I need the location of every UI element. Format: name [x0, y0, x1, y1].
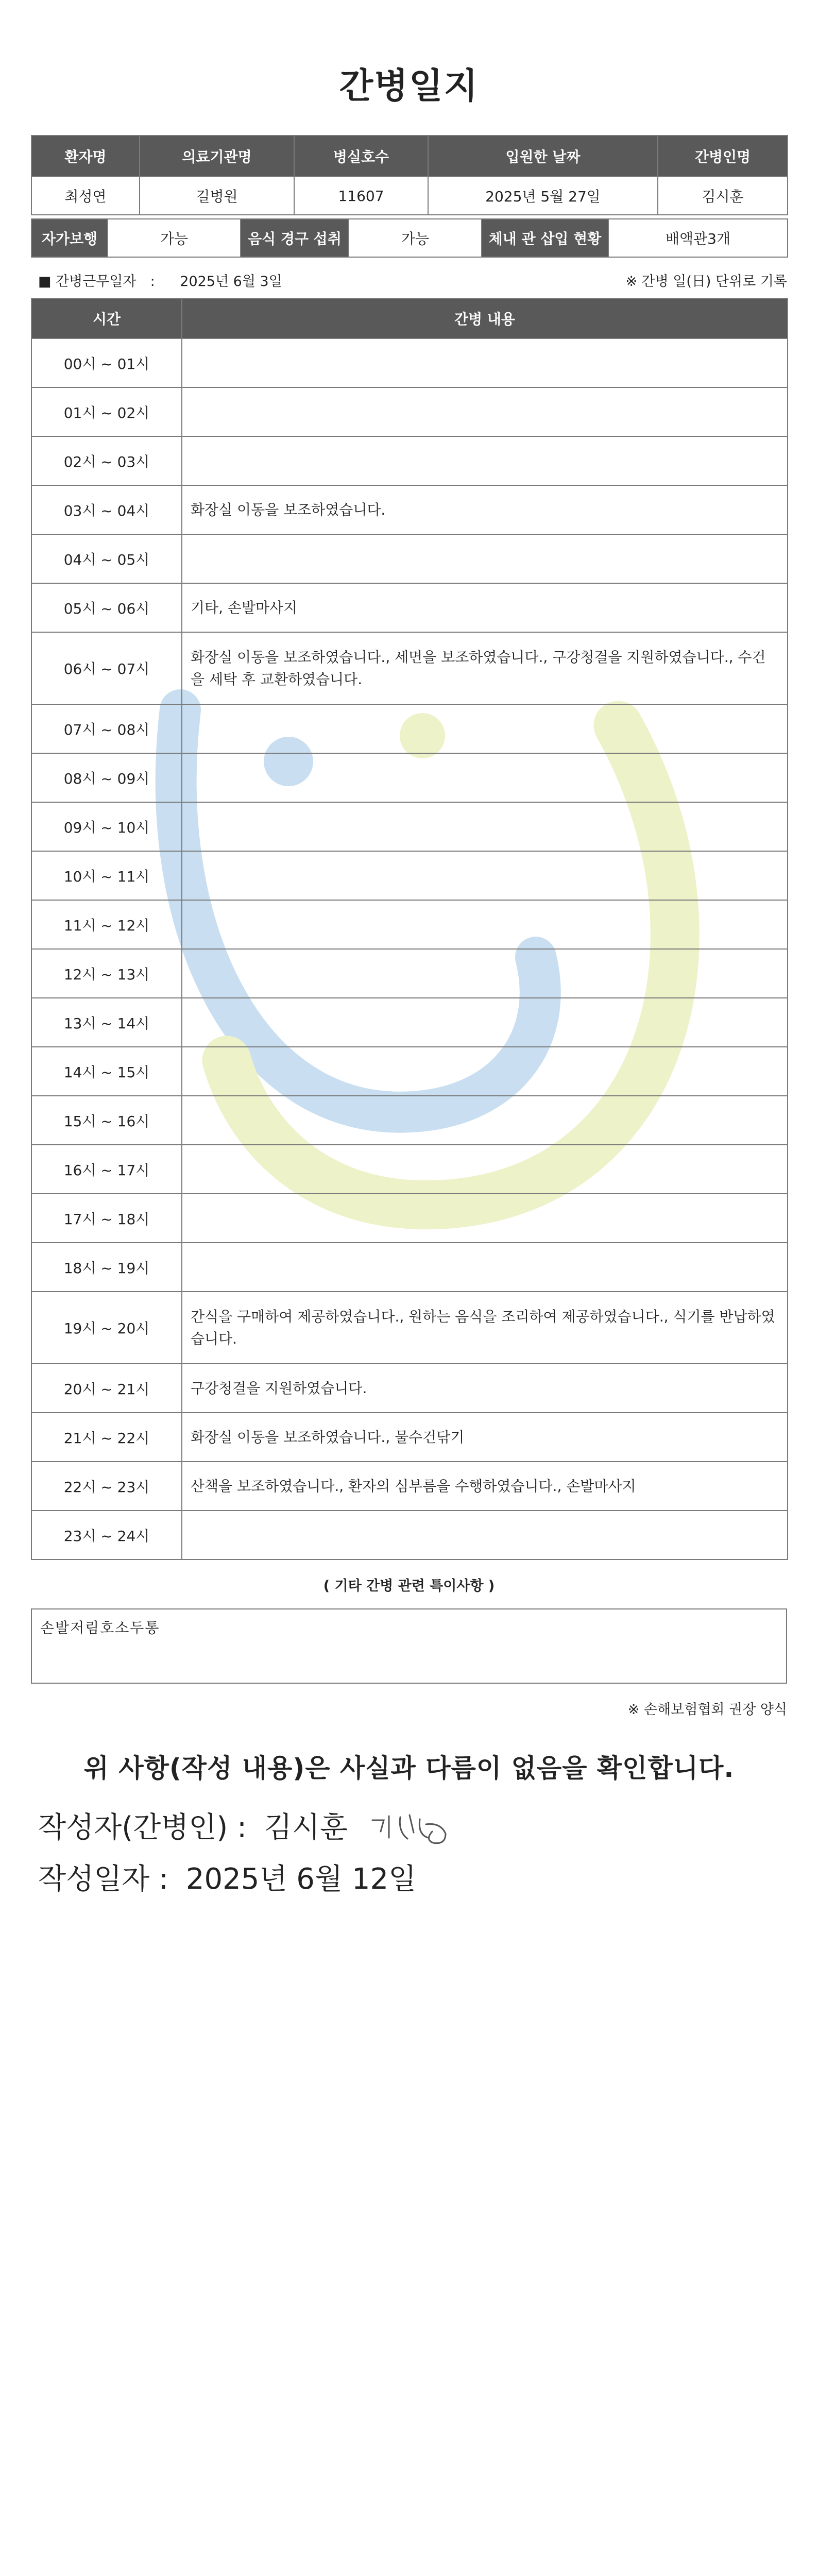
care-time-cell: 08시 ~ 09시	[31, 753, 182, 802]
hospital-name-value: 길병원	[140, 177, 294, 215]
care-content-cell	[182, 704, 788, 753]
care-log-table	[31, 298, 788, 1560]
room-number-value: 11607	[294, 177, 428, 215]
care-time-cell: 05시 ~ 06시	[31, 583, 182, 632]
admission-date-value: 2025년 5월 27일	[428, 177, 658, 215]
patient-info-table	[31, 135, 788, 215]
care-time-cell: 19시 ~ 20시	[31, 1292, 182, 1364]
self-walk-value: 가능	[108, 219, 241, 257]
care-time-cell: 13시 ~ 14시	[31, 998, 182, 1047]
insertion-status-value: 배액관3개	[608, 219, 788, 257]
recommend-note: ※ 손해보험협회 권장 양식	[627, 1702, 787, 1718]
table-row	[31, 1413, 788, 1462]
table-row	[31, 338, 788, 387]
writer-label: 작성자(간병인) :	[38, 1811, 247, 1844]
document-page	[31, 61, 787, 1900]
care-time-cell: 14시 ~ 15시	[31, 1047, 182, 1096]
care-time-cell: 15시 ~ 16시	[31, 1096, 182, 1145]
care-content-cell	[182, 1511, 788, 1560]
care-content-cell	[182, 338, 788, 387]
special-notes-title: ( 기타 간병 관련 특이사항 )	[323, 1578, 495, 1594]
written-date-label: 작성일자 :	[38, 1862, 169, 1896]
care-time-cell: 03시 ~ 04시	[31, 485, 182, 534]
care-content-cell	[182, 1096, 788, 1145]
self-walk-label: 자가보행	[31, 219, 108, 257]
table-row	[31, 1462, 788, 1511]
care-content-cell: 화장실 이동을 보조하였습니다.	[182, 485, 788, 534]
care-time-cell: 12시 ~ 13시	[31, 949, 182, 998]
table-row	[31, 1511, 788, 1560]
oral-intake-label: 음식 경구 섭취	[241, 219, 349, 257]
table-row	[31, 949, 788, 998]
patient-status-row	[31, 219, 788, 257]
table-row	[31, 1243, 788, 1292]
care-content-cell: 구강청결을 지원하였습니다.	[182, 1364, 788, 1413]
written-date-line	[31, 1859, 787, 1900]
table-row	[31, 632, 788, 704]
care-date-value: 2025년 6월 3일	[180, 274, 282, 290]
patient-info-value-row	[31, 177, 788, 215]
care-content-cell	[182, 998, 788, 1047]
care-time-cell: 18시 ~ 19시	[31, 1243, 182, 1292]
table-row	[31, 583, 788, 632]
care-date-label: ■ 간병근무일자 :	[38, 274, 155, 290]
care-content-cell	[182, 1145, 788, 1194]
care-time-cell: 11시 ~ 12시	[31, 900, 182, 949]
care-content-cell	[182, 1047, 788, 1096]
care-log-body	[31, 338, 788, 1560]
table-row	[31, 1096, 788, 1145]
care-content-cell	[182, 851, 788, 900]
care-time-cell: 21시 ~ 22시	[31, 1413, 182, 1462]
care-time-cell: 09시 ~ 10시	[31, 802, 182, 851]
care-time-cell: 22시 ~ 23시	[31, 1462, 182, 1511]
caregiver-name-value: 김시훈	[658, 177, 788, 215]
header-hospital-name: 의료기관명	[140, 135, 294, 177]
table-row	[31, 704, 788, 753]
care-content-cell: 화장실 이동을 보조하였습니다., 물수건닦기	[182, 1413, 788, 1462]
table-row	[31, 851, 788, 900]
page-title: 간병일지	[339, 66, 479, 107]
oral-intake-value: 가능	[349, 219, 482, 257]
care-content-cell: 화장실 이동을 보조하였습니다., 세면을 보조하였습니다., 구강청결을 지원하였습니다., 수건을 세탁 후 교환하였습니다.	[182, 632, 788, 704]
care-time-cell: 16시 ~ 17시	[31, 1145, 182, 1194]
care-time-cell: 17시 ~ 18시	[31, 1194, 182, 1243]
table-row	[31, 1292, 788, 1364]
header-caregiver-name: 간병인명	[658, 135, 788, 177]
writer-line	[31, 1807, 787, 1849]
written-date-value: 2025년 6월 12일	[185, 1862, 417, 1896]
patient-name-value: 최성연	[31, 177, 140, 215]
care-time-cell: 20시 ~ 21시	[31, 1364, 182, 1413]
signature-icon	[368, 1809, 456, 1850]
writer-name: 김시훈	[264, 1811, 348, 1844]
table-row	[31, 1194, 788, 1243]
care-time-cell: 10시 ~ 11시	[31, 851, 182, 900]
care-time-cell: 00시 ~ 01시	[31, 338, 182, 387]
table-row	[31, 534, 788, 583]
table-row	[31, 387, 788, 436]
table-row	[31, 1364, 788, 1413]
care-date	[38, 270, 282, 290]
care-content-cell	[182, 534, 788, 583]
special-notes-box: 손발저림호소두통	[31, 1608, 787, 1684]
care-content-cell	[182, 900, 788, 949]
care-content-cell	[182, 1194, 788, 1243]
care-content-cell: 산책을 보조하였습니다., 환자의 심부름을 수행하였습니다., 손발마사지	[182, 1462, 788, 1511]
table-row	[31, 1145, 788, 1194]
care-content-cell	[182, 753, 788, 802]
care-content-cell	[182, 1243, 788, 1292]
unit-note: ※ 간병 일(日) 단위로 기록	[625, 274, 787, 290]
table-row	[31, 753, 788, 802]
header-time: 시간	[31, 298, 182, 338]
table-row	[31, 802, 788, 851]
patient-status-table	[31, 218, 788, 258]
header-care-content: 간병 내용	[182, 298, 788, 338]
care-content-cell: 기타, 손발마사지	[182, 583, 788, 632]
table-row	[31, 1047, 788, 1096]
care-content-cell	[182, 436, 788, 485]
table-row	[31, 436, 788, 485]
patient-info-header-row	[31, 135, 788, 177]
care-time-cell: 02시 ~ 03시	[31, 436, 182, 485]
table-row	[31, 485, 788, 534]
care-content-cell	[182, 387, 788, 436]
care-time-cell: 01시 ~ 02시	[31, 387, 182, 436]
header-room-number: 병실호수	[294, 135, 428, 177]
care-content-cell: 간식을 구매하여 제공하였습니다., 원하는 음식을 조리하여 제공하였습니다., 식기를 반납하였습니다.	[182, 1292, 788, 1364]
table-row	[31, 998, 788, 1047]
insertion-status-label: 체내 관 삽입 현황	[482, 219, 608, 257]
table-row	[31, 900, 788, 949]
care-time-cell: 23시 ~ 24시	[31, 1511, 182, 1560]
care-content-cell	[182, 949, 788, 998]
care-time-cell: 04시 ~ 05시	[31, 534, 182, 583]
care-time-cell: 07시 ~ 08시	[31, 704, 182, 753]
confirmation-statement: 위 사항(작성 내용)은 사실과 다름이 없음을 확인합니다.	[83, 1753, 735, 1783]
header-patient-name: 환자명	[31, 135, 140, 177]
care-date-line	[31, 258, 787, 298]
care-log-header-row	[31, 298, 788, 338]
care-content-cell	[182, 802, 788, 851]
care-time-cell: 06시 ~ 07시	[31, 632, 182, 704]
header-admission-date: 입원한 날짜	[428, 135, 658, 177]
